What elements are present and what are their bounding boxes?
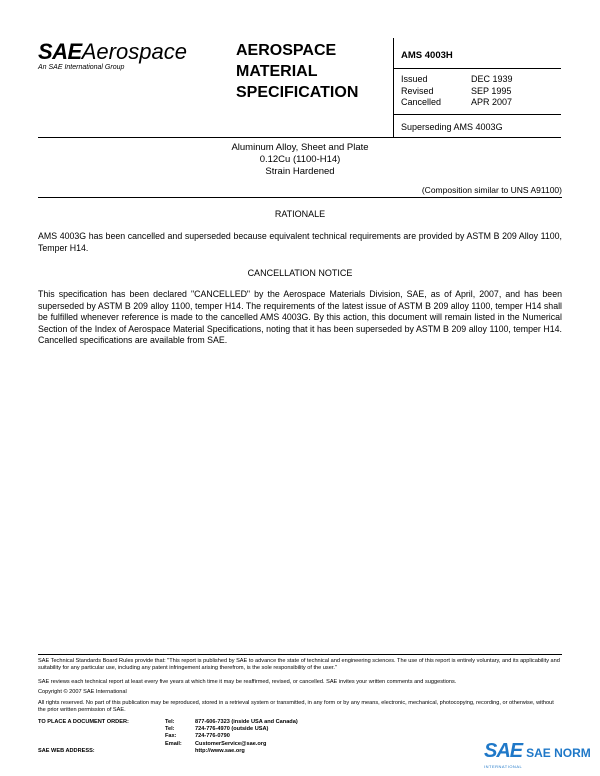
date-label: Issued bbox=[401, 74, 428, 84]
order-contacts bbox=[38, 719, 298, 755]
watermark-mark: SAE bbox=[484, 740, 523, 762]
header-divider bbox=[393, 114, 561, 115]
rationale-heading: RATIONALE bbox=[274, 209, 326, 219]
composition-note: (Composition similar to UNS A91100) bbox=[421, 185, 562, 195]
watermark-text: SAE NORM bbox=[526, 746, 591, 760]
date-label: Revised bbox=[401, 85, 434, 96]
cancellation-heading: CANCELLATION NOTICE bbox=[247, 268, 353, 278]
date-row bbox=[401, 74, 513, 86]
document-type-line: SPECIFICATION bbox=[236, 84, 359, 101]
date-value: DEC 1939 bbox=[471, 74, 513, 84]
contact-type: Email: bbox=[165, 740, 182, 747]
logo-aerospace: Aerospace bbox=[81, 39, 187, 64]
contact-value: 877-606-7323 (inside USA and Canada) bbox=[195, 719, 298, 725]
web-address-link[interactable]: http://www.sae.org bbox=[195, 747, 245, 754]
rationale-text: AMS 4003G has been cancelled and superseded because equivalent technical requirements are provided by ASTM B 209 Alloy 1100, Temper H14. bbox=[38, 231, 562, 253]
contact-type: Tel: bbox=[165, 726, 175, 733]
contact-row bbox=[38, 726, 298, 733]
contact-row bbox=[38, 733, 298, 740]
review-text: SAE reviews each technical report at least every five years at which time it may be reaffirmed, revised, or cancelled. SAE invites your written comments and suggestions. bbox=[38, 679, 457, 685]
title-line: 0.12Cu (1100-H14) bbox=[259, 154, 341, 165]
document-type-line: AEROSPACE bbox=[236, 42, 337, 59]
superseding-note: Superseding AMS 4003G bbox=[401, 122, 503, 132]
header-divider bbox=[38, 137, 393, 138]
contact-row bbox=[38, 719, 298, 726]
date-row bbox=[401, 97, 513, 109]
contact-type: Tel: bbox=[165, 719, 175, 725]
document-title bbox=[150, 142, 450, 178]
date-value: SEP 1995 bbox=[471, 85, 512, 96]
order-label: TO PLACE A DOCUMENT ORDER: bbox=[38, 719, 129, 725]
watermark-subtext: INTERNATIONAL bbox=[484, 764, 523, 769]
footer-divider bbox=[38, 654, 562, 655]
contact-row bbox=[38, 741, 298, 748]
document-type bbox=[236, 40, 358, 103]
date-label: Cancelled bbox=[401, 97, 442, 107]
document-type-line: MATERIAL bbox=[236, 63, 318, 80]
date-row bbox=[401, 86, 513, 98]
header-divider bbox=[393, 68, 561, 69]
contact-type: Fax: bbox=[165, 733, 177, 740]
title-divider bbox=[38, 197, 562, 198]
header-divider bbox=[393, 137, 561, 138]
title-line: Aluminum Alloy, Sheet and Plate bbox=[231, 142, 369, 153]
date-table bbox=[401, 74, 513, 109]
header-divider-vertical bbox=[393, 38, 394, 138]
logo-sae: SAE bbox=[38, 39, 82, 64]
contact-email[interactable]: CustomerService@sae.org bbox=[195, 740, 267, 747]
cancellation-text: This specification has been declared "CANCELLED" by the Aerospace Materials Division, SAE, as of April, 2007, and has been superseded by ASTM B 209 alloy 1100, temper H14. The requirements of the latest issue of ASTM B 209 alloy 1100, temper H14 shall be fulfilled whenever reference is made to the cancelled AMS 4003G. By this action, this document will remain listed in the Numerical Section of the Index of Aerospace Material Specifications, noting that it has been superseded by ASTM B 209 alloy 1100, temper H14. Cancelled specifications are available from SAE. bbox=[38, 289, 562, 345]
contact-value: 724-776-0790 bbox=[195, 733, 230, 740]
ams-number: AMS 4003H bbox=[401, 50, 453, 61]
sae-aerospace-logo bbox=[38, 39, 187, 65]
rights-text: All rights reserved. No part of this publication may be reproduced, stored in a retrieval system or transmitted, in any form or by any means, electronic, mechanical, photocopying, recording, or otherwise, without the prior written permission of SAE. bbox=[38, 700, 554, 714]
sae-norm-watermark bbox=[484, 740, 591, 763]
contact-value: 724-776-4970 (outside USA) bbox=[195, 726, 269, 733]
date-value: APR 2007 bbox=[471, 97, 513, 107]
copyright-text: Copyright © 2007 SAE International bbox=[38, 689, 127, 695]
contact-row bbox=[38, 748, 298, 755]
standards-rules-text: SAE Technical Standards Board Rules provide that: "This report is published by SAE to advance the state of technical and engineering sciences. The use of this report is entirely voluntary, and its applicability and suitability for any particular use, including any patent infringement arising therefrom, is the sole responsibility of the user." bbox=[38, 658, 560, 672]
title-line: Strain Hardened bbox=[265, 166, 335, 177]
web-label: SAE WEB ADDRESS: bbox=[38, 747, 95, 754]
logo-subtitle: An SAE International Group bbox=[38, 64, 125, 71]
